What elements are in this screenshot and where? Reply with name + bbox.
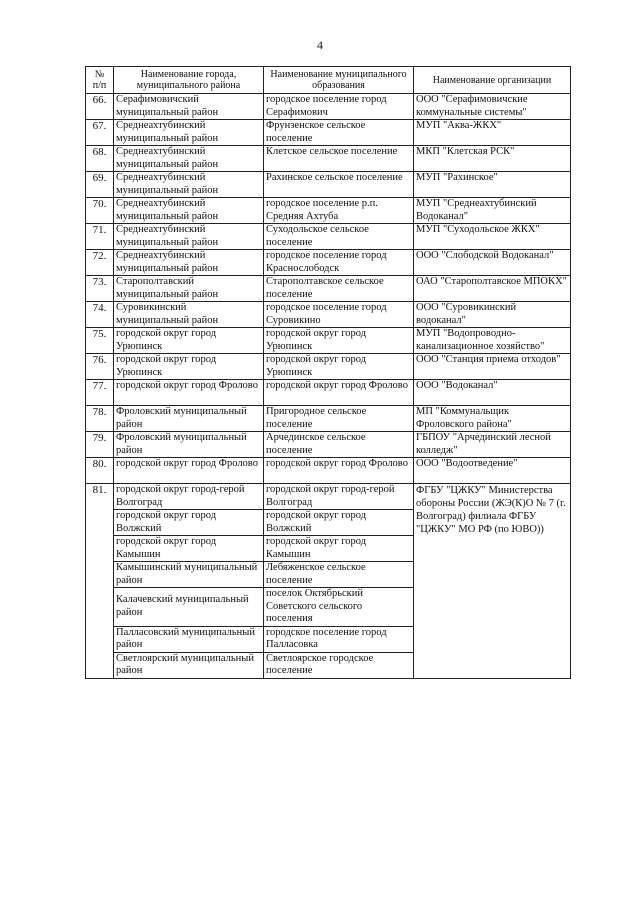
table-row [86,224,571,250]
row-municipality: Фрунзенское сельское поселение [264,120,414,146]
table-row [86,94,571,120]
row-number: 71. [86,224,114,250]
header-organization: Наименование организации [414,67,571,94]
page-number: 4 [317,38,323,52]
table-row [86,146,571,172]
row-city: городской округ город Урюпинск [114,328,264,354]
row-organization: ООО "Суровикинский водоканал" [414,302,571,328]
row-city: городской округ город-герой Волгоград [114,484,264,510]
row-city: Светлоярский муниципальный район [114,652,264,678]
row-municipality: Клетское сельское поселение [264,146,414,172]
table-row [86,120,571,146]
row-number: 74. [86,302,114,328]
row-city: Среднеахтубинский муниципальный район [114,198,264,224]
row-municipality: городской округ город Камышин [264,536,414,562]
row-municipality: городской округ город Урюпинск [264,354,414,380]
row-city: городской округ город Фролово [114,458,264,484]
row-municipality: поселок Октябрьский Советского сельского поселения [264,588,414,627]
table-row [86,406,571,432]
table-header-row [86,67,571,94]
row-municipality: городское поселение город Суровикино [264,302,414,328]
row-number: 75. [86,328,114,354]
organizations-table [85,66,571,679]
row-organization: ООО "Водоотведение" [414,458,571,484]
row-organization: МКП "Клетская РСК" [414,146,571,172]
row-municipality: Пригородное сельское поселение [264,406,414,432]
row-city: Среднеахтубинский муниципальный район [114,146,264,172]
row-city: городской округ город Урюпинск [114,354,264,380]
row-municipality: городское поселение город Серафимович [264,94,414,120]
row-number: 78. [86,406,114,432]
row-organization: МУП "Рахинское" [414,172,571,198]
row-organization: ФГБУ "ЦЖКУ" Министерства обороны России (ЖЭ(К)О № 7 (г. Волгоград) филиала ФГБУ "ЦЖКУ" МО РФ (по ЮВО)) [414,484,571,679]
table-row [86,198,571,224]
row-municipality: Арчединское сельское поселение [264,432,414,458]
row-number: 66. [86,94,114,120]
header-city: Наименование города, муниципального района [114,67,264,94]
row-municipality: городское поселение город Палласовка [264,626,414,652]
table-row [86,172,571,198]
table-row [86,328,571,354]
row-organization: МП "Коммунальщик Фроловского района" [414,406,571,432]
row-number: 73. [86,276,114,302]
row-municipality: городское поселение город Краснослободск [264,250,414,276]
row-city: Фроловский муниципальный район [114,406,264,432]
row-organization: МУП "Аква-ЖКХ" [414,120,571,146]
table-row [86,380,571,406]
row-number: 79. [86,432,114,458]
row-municipality: Лебяженское сельское поселение [264,562,414,588]
row-organization: ООО "Водоканал" [414,380,571,406]
row-number: 72. [86,250,114,276]
row-organization: МУП "Водопроводно-канализационное хозяйство" [414,328,571,354]
table-row [86,276,571,302]
table-row-group-81 [86,484,571,510]
row-municipality: городской округ город Волжский [264,510,414,536]
row-city: Серафимовичский муниципальный район [114,94,264,120]
row-city: Среднеахтубинский муниципальный район [114,250,264,276]
row-municipality: Светлоярское городское поселение [264,652,414,678]
row-city: Старополтавский муниципальный район [114,276,264,302]
row-number: 80. [86,458,114,484]
row-organization: ООО "Серафимовичские коммунальные системы" [414,94,571,120]
row-organization: ГБПОУ "Арчединский лесной колледж" [414,432,571,458]
row-number: 77. [86,380,114,406]
row-city: Камышинский муниципальный район [114,562,264,588]
row-number: 81. [86,484,114,679]
table-row [86,432,571,458]
table-row [86,354,571,380]
row-number: 76. [86,354,114,380]
row-municipality: Старополтавское сельское поселение [264,276,414,302]
row-municipality: городской округ город Урюпинск [264,328,414,354]
table-row [86,250,571,276]
row-city: Суровикинский муниципальный район [114,302,264,328]
row-number: 70. [86,198,114,224]
row-city: Среднеахтубинский муниципальный район [114,224,264,250]
row-municipality: Суходольское сельское поселение [264,224,414,250]
row-city: Среднеахтубинский муниципальный район [114,120,264,146]
row-municipality: городской округ город-герой Волгоград [264,484,414,510]
row-municipality: городской округ город Фролово [264,458,414,484]
row-organization: МУП "Суходольское ЖКХ" [414,224,571,250]
header-num: № п/п [86,67,114,94]
header-municipality: Наименование муниципального образования [264,67,414,94]
row-city: Калачевский муниципальный район [114,588,264,627]
table-row [86,458,571,484]
row-municipality: Рахинское сельское поселение [264,172,414,198]
row-municipality: городское поселение р.п. Средняя Ахтуба [264,198,414,224]
row-organization: ООО "Слободской Водоканал" [414,250,571,276]
row-organization: ООО "Станция приема отходов" [414,354,571,380]
row-city: городской округ город Волжский [114,510,264,536]
row-city: городской округ город Камышин [114,536,264,562]
table-row [86,302,571,328]
row-city: Фроловский муниципальный район [114,432,264,458]
row-number: 68. [86,146,114,172]
row-organization: МУП "Среднеахтубинский Водоканал" [414,198,571,224]
row-municipality: городской округ город Фролово [264,380,414,406]
row-city: Среднеахтубинский муниципальный район [114,172,264,198]
row-city: городской округ город Фролово [114,380,264,406]
row-organization: ОАО "Старополтавское МПОКХ" [414,276,571,302]
row-number: 69. [86,172,114,198]
row-city: Палласовский муниципальный район [114,626,264,652]
row-number: 67. [86,120,114,146]
